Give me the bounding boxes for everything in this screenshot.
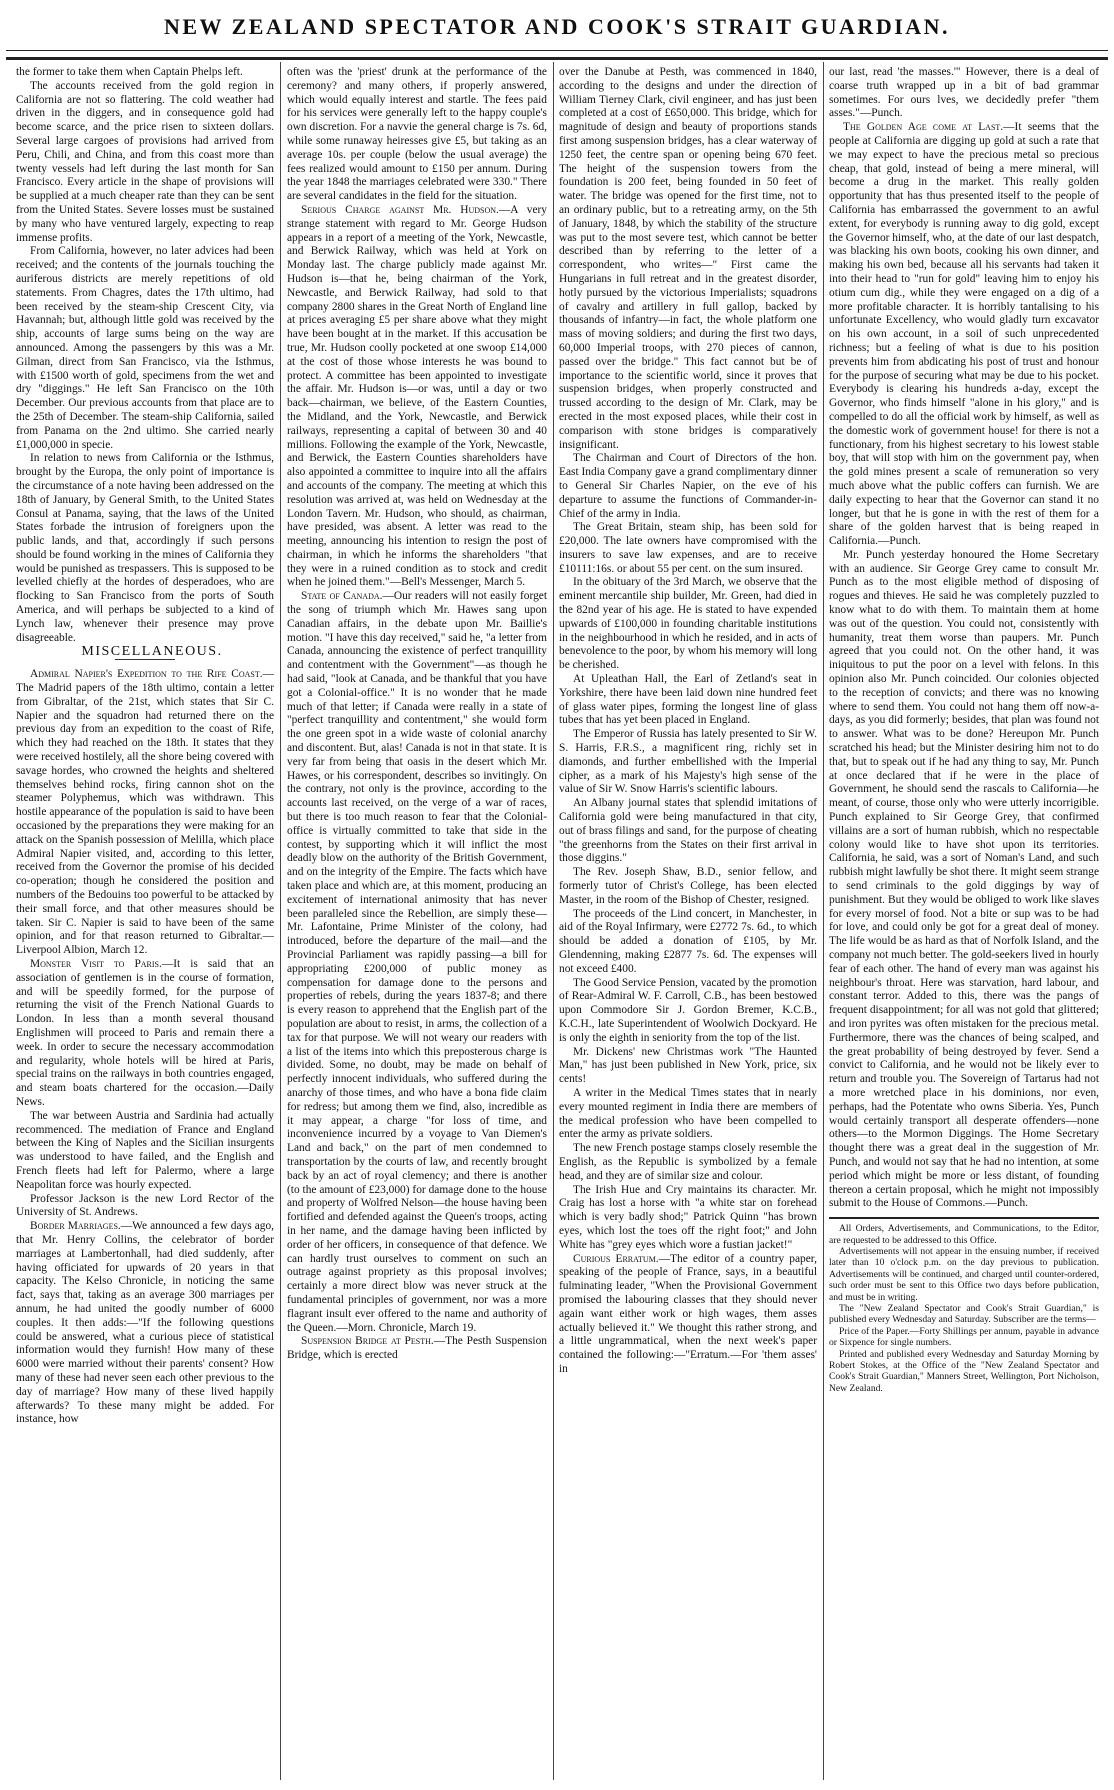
article-body: —The Pesth Suspension Bridge, which is erected [287,1335,547,1362]
article-heading: Suspension Bridge at Pesth. [301,1335,434,1348]
paragraph: In the obituary of the 3rd March, we observe that the eminent mercantile ship builder, Mr. Green, had died in the 82nd year of his age. He is stated to have expended upwards of £100,000 in founding charitable institutions in the neighbourhood in which he resided, and in acts of benevolence to the poor, by whom his memory will long be cherished. [559,576,817,672]
paragraph: From California, however, no later advices had been received; and the contents of the journals touching the auriferous districts are merely repetitions of old statements. From Chagres, dates the 17th ultimo, had been received by the steam-ship Crescent City, via Havannah; but, although little gold was received by the ship, accounts of large sums being on the way are announced. Among the passengers by this was a Mr. Gilman, direct from San Francisco, via the Isthmus, with £1500 worth of gold, specimens from the wet and dry "diggings." He left San Francisco on the 10th December. Our previous accounts from that place are to the 25th of December. The steam-ship California, sailed from Panama on the 2nd ultimo. She carried nearly £1,000,000 in specie. [16,245,274,451]
paragraph: In relation to news from California or the Isthmus, brought by the Europa, the only point of importance is the circumstance of a note having been addressed on the 18th of January, by General Smith, to the United States Consul at Panama, saying, that the laws of the United States forbade the intrusion of foreigners upon the public lands, and that, accordingly if such persons should be found working in the mines of California they would be punished as trespassers. This is supposed to be levelled chiefly at the hordes of desperadoes, who are flocking to San Francisco from the ports of South America, and will perhaps be subjected to a kind of Lynch law, whenever their presence may prove disagreeable. [16,452,274,644]
paragraph: The proceeds of the Lind concert, in Manchester, in aid of the Royal Infirmary, were £2772 7s. 6d., to which should be added a donation of £105, by Mr. Glendenning, making £2877 7s. 6d. The expenses will not exceed £400. [559,907,817,975]
article [287,590,547,1335]
paragraph: The war between Austria and Sardinia had actually recommenced. The mediation of France and England between the King of Naples and the Sicilian insurgents was understood to have failed, and the English and French fleets had left for Palermo, where a large Neapolitan force was hourly expected. [16,1109,274,1191]
paragraph: The Chairman and Court of Directors of the hon. East India Company gave a grand complimentary dinner to General Sir Charles Napier, on the eve of his departure to assume the functions of Commander-in-Chief of the army in India. [559,452,817,520]
paragraph: The Rev. Joseph Shaw, B.D., senior fellow, and formerly tutor of Christ's College, has been elected Master, in the room of the Bishop of Chester, resigned. [559,866,817,906]
column-4 [829,66,1099,1784]
notice-line: Price of the Paper.—Forty Shillings per annum, payable in advance or Sixpence for single numbers. [829,1325,1099,1349]
article-heading: Border Marriages. [30,1220,121,1233]
article-heading: Admiral Napier's Expedition to the Rife Coast. [30,668,263,681]
article [559,1253,817,1377]
publisher-notice [829,1223,1099,1394]
article-body: —The Madrid papers of the 18th ultimo, contain a letter from Gibraltar, of the 21st, which states that Sir C. Napier and the squadron had returned there on the previous day from an expedition to the coast of Rife, which they had reached on the 18th. It states that they were received hostilely, all the shore being covered with savage hordes, who crowned the heights and sheltered themselves behind rocks, firing cannon shot on the steamer Polyphemus, which was withdrawn. This hostile appearance of the population is said to have been occasioned by the preparations they were making for an attack on the Spanish possession of Melilla, which place Admiral Napier visited, and, according to this letter, received from the Governor the promise of his decided co-operation; though he considered the position and numbers of the Bedouins too powerful to be attacked by their small force, and that other measures should be taken. Sir C. Napier is said to have been of the same opinion, and for that reason returned to Gibraltar.—Liverpool Albion, March 12. [16,668,274,957]
article-body: —Our readers will not easily forget the song of triumph which Mr. Hawes sang upon Canadian affairs, in the debate upon Mr. Baillie's motion. "I have this day received," said he, "a letter from Canada, announcing the existence of perfect tranquillity and contentment with the Government"—as though he had said, "look at Canada, and be thankful that you have got a Colonial-office." It is no wonder that he made much of that letter; if Canada were really in a state of "perfect tranquillity and contentment," she would form the one green spot in a wide waste of colonial anarchy and discontent. But, alas! Canada is not in that state. It is very far from being that oasis in the desert which Mr. Hawes, or his correspondent, describes so invitingly. On the contrary, not only is the province, according to the accounts last received, on the verge of a war of races, but there is too much reason to fear that the Colonial-office is virtually committed to take that side in the contest, by supporting which it will inflict the most deadly blow on the authority of the British Government, and on the integrity of the Empire. The facts which have taken place and which are, at this moment, producing an excitement of international animosity that has never been paralleled since the Rebellion, are simply these—Mr. Lafontaine, Prime Minister of the colony, had introduced, before the departure of the mail—and the Provincial Parliament was rapidly passing—a bill for appropriating £200,000 of public money as compensation for damage done to the persons and properties of rebels, during the years 1837-8; and there is every reason to apprehend that the English part of the population are about to resist, in arms, the collection of a tax for that purpose. We will not weary our readers with a list of the items into which this preposterous charge is divided. Some, no doubt, may be made on behalf of perfectly innocent individuals, who suffered during the anarchy of those times, and who have a bona fide claim for redress; but among them we find, also, incredible as it may appear, a charge "for loss of time, and inconvenience incurred by a voyage to Van Diemen's Land and back," on the part of men condemned to transportation by the courts of law, and recently brought back by an act of royal clemency; and there is another (to the amount of £23,000) for damage done to the house and property of Wolfred Nelson—the house having been fortified and defended against the Queen's troops, acting in her name, and the damage having been inflicted by order of her officers, in consequence of that defence. We can hardly trust ourselves to comment on such an outrage against propriety as this proposal involves; certainly a more direct blow was never struck at the fundamental principles of government, nor was a more flagrant insult ever offered to the name and authority of the Queen.—Morn. Chronicle, March 19. [287,590,547,1334]
column-1 [16,66,274,1784]
paragraph: The Emperor of Russia has lately presented to Sir W. S. Harris, F.R.S., a magnificent ring, richly set in diamonds, and further embellished with the Imperial cipher, as a mark of his Majesty's high sense of the value of Sir W. Snow Harris's scientific labours. [559,728,817,796]
paragraph: over the Danube at Pesth, was commenced in 1840, according to the designs and under the direction of William Tierney Clark, civil engineer, and has just been completed at a cost of £650,000. This bridge, which for magnitude of design and beauty of proportions stands first among suspension bridges, has a clear waterway of 1250 feet, the centre span or opening being 670 feet. The height of the suspension towers from the foundation is 200 feet, being founded in 50 feet of water. The bridge was opened for the first time, not to an ordinary public, but to a retreating army, on the 5th of January, 1848, by which the stability of the structure was put to the most severe test, which cannot be better described than by referring to the letter of a correspondent, who writes—" First came the Hungarians in full retreat and in the greatest disorder, hotly pursued by the victorious Imperialists; squadrons of cavalry and artillery in full gallop, backed by thousands of infantry—in fact, the whole platform one mass of moving soldiers; and during the first two days, 60,000 Imperial troops, with 270 pieces of cannon, passed over the bridge." This fact cannot but be of importance to the scientific world, since it proves that suspension bridges, when properly constructed and trussed according to the design of Mr. Clark, may be erected in the most exposed places, while their cost in comparison with stone bridges is comparatively insignificant. [559,66,817,451]
article-body: —The editor of a country paper, speaking of the people of France, says, in a beautiful fulminating leader, "When the Provisional Government promised the labouring classes that they should never again want either work or high wages, them asses actually believed it." We thought this rather strong, and a little ungrammatical, when the next week's paper contained the following:—"Erratum.—For 'them asses' in [559,1252,817,1375]
article-heading: The Golden Age come at Last. [843,121,1004,134]
article [16,668,274,958]
article [829,121,1099,549]
paragraph: A writer in the Medical Times states that in nearly every mounted regiment in India there are members of the medical profession who have been compelled to enter the army as private soldiers. [559,1086,817,1141]
column-3 [559,66,817,1784]
paragraph: An Albany journal states that splendid imitations of California gold were being manufactured in that city, out of brass filings and sand, for the purpose of cheating "the greenhorns from the States on their first arrival in those diggins." [559,797,817,865]
notice-rule [829,1217,1099,1219]
paragraph: The Irish Hue and Cry maintains its character. Mr. Craig has lost a horse with "a white star on forehead which is very badly shod;" Patrick Quinn "has brown eyes, which lost the toes off the right foot;" and John White has "grey eyes which wore a fustian jacket!" [559,1183,817,1251]
paragraph: At Upleathan Hall, the Earl of Zetland's seat in Yorkshire, there have been laid down nine hundred feet of glass water pipes, forming the longest line of glass tubes that has yet been placed in England. [559,673,817,727]
paragraph: The Great Britain, steam ship, has been sold for £20,000. The late owners have compromised with the insurers to save law expenses, and are to receive £10111:16s. or about 55 per cent. on the sum insured. [559,521,817,575]
article-heading: State of Canada. [301,590,383,603]
paragraph: our last, read 'the masses.'" However, there is a deal of coarse truth wrapped up in a bit of bad grammar sometimes. For ours lves, we decidedly prefer "them asses."—Punch. [829,66,1099,120]
notice-line: Printed and published every Wednesday and Saturday Morning by Robert Stokes, at the Office of the "New Zealand Spectator and Cook's Strait Guardian," Manners Street, Wellington, Port Nicholson, New Zealand. [829,1348,1099,1394]
article-heading: Serious Charge against Mr. Hudson. [301,203,499,216]
section-rule [115,659,175,660]
column-2 [287,66,547,1784]
article-body: —A very strange statement with regard to Mr. George Hudson appears in a report of a meeting of the York, Newcastle, and Berwick Railway, which was held at York on Monday last. The charge publicly made against Mr. Hudson is—that he, being chairman of the York, Newcastle, and Berwick Railway, had sold to that company 2800 shares in the Great North of England line at prices averaging £5 per share above what they might have been bought at in the market. If this accusation be true, Mr. Hudson coolly pocketed at one swoop £14,000 at the cost of those whose interests he was bound to protect. A committee has been appointed to investigate the affair. Mr. Hudson is—or was, until a day or two back—chairman, we believe, of the Eastern Counties, the Midland, and the York, Newcastle, and Berwick railways, representing a capital of between 30 and 40 millions. Following the example of the York, Newcastle, and Berwick, the Eastern Counties shareholders have also appointed a committee to inquire into all the affairs and accounts of the company. The meeting at which this resolution was arrived at, was held on Wednesday at the London Tavern. Mr. Hudson, who should, as chairman, have presided, was absent. A letter was read to the meeting, announcing his intention to resign the post of chairman, in which he informs the shareholders "that they were in a ruined condition as to stock and credit when he joined them."—Bell's Messenger, March 5. [287,203,547,589]
masthead-rule [6,50,1108,60]
paragraph: Mr. Dickens' new Christmas work "The Haunted Man," has just been published in New York, price, six cents! [559,1045,817,1086]
paragraph: The new French postage stamps closely resemble the English, as the Republic is symbolized by a female head, and they are of similar size and colour. [559,1142,817,1182]
article [16,958,274,1110]
column-divider [280,62,281,1780]
article-heading: Curious Erratum. [573,1252,659,1265]
paragraph: Mr. Punch yesterday honoured the Home Secretary with an audience. Sir George Grey came to consult Mr. Punch as to the most eligible method of disposing of rogues and thieves. He said he was completely puzzled to know what to do with them. To maintain them at home was out of the question. You could not, consistently with humanity, treat them worse than paupers. Mr. Punch agreed that you could not. On the other hand, it was iniquitous to put the poor on a level with felons. In this opinion also Mr. Punch coincided. Our colonies objected to the reception of convicts; and there was no knowing where to send them. You could not hang them off now-a-days, as you did formerly; besides, that plan was found not to answer. What was to be done? Hereupon Mr. Punch scratched his head; but the Minister desiring him not to do that, but to speak out if he had any thing to say, Mr. Punch at once declared that if he were in the place of Government, he should send the rascals to California—he meant, of course, those only who were utterly incorrigible. Punch explained to Sir George Grey, that confirmed villains are a sort of human rubbish, which no respectable colony would like to have shot upon its territories. California, he said, was a sort of Noman's Land, and such rubbish might lawfully be shot there. It might seem strange to send criminals to the gold diggings by way of punishment. But they would be obliged to work like slaves for every morsel of food. Not a bite or sup was to be had for love, and could only be got for a great deal of money. The life would be as hard as that of Norfolk Island, and the company not much better. The gold-seekers lived in hourly fear of each other. The hand of every man was against his neighbour's throat. Here was starvation, hard labour, and constant terror. Added to this, there was the pangs of frequent disappointment; for all was not gold that glittered; and iron pyrites was often mistaken for the precious metal. Furthermore, there was the chances of being scalped, and the great probability of being destroyed by fever. Send a convict to California, and he would not be likely ever to return and trouble you. The Sovereign of Tartarus had not a more wretched place in his dominions, nor even, perhaps, had the Potentate who owns Siberia. Yes, Punch would certainly transport all desperate offenders—none others—to the Mormon Diggings. The Home Secretary thought there was a great deal in the suggestion of Mr. Punch, and would not say that he had no intention, at some period which might be more or less distant, of founding thereon a certain proposal, which he might not impossibly submit to the House of Commons.—Punch. [829,548,1099,1210]
column-divider [553,62,554,1780]
article [287,204,547,590]
paragraph: The Good Service Pension, vacated by the promotion of Rear-Admiral W. F. Carroll, C.B., has been bestowed upon Commodore Sir J. Gordon Bremer, K.C.B., K.C.H., late Superintendent of Woolwich Dockyard. He is only the eighth in seniority from the top of the list. [559,976,817,1044]
article [287,1335,547,1363]
paragraph: Professor Jackson is the new Lord Rector of the University of St. Andrews. [16,1192,274,1219]
notice-line: The "New Zealand Spectator and Cook's Strait Guardian," is published every Wednesday and Saturday. Subscriber are the terms— [829,1302,1099,1326]
notice-line: Advertisements will not appear in the ensuing number, if received later than 10 o'clock p.m. on the day previous to publication. Advertisements will be continued, and charged until counter-ordered, such order must be sent to this Office two days before publication, and must be in writing. [829,1245,1099,1303]
article [16,1220,274,1427]
paragraph: The accounts received from the gold region in California are not so flattering. The cold weather had driven in the diggers, and in consequence gold had become scarce, and the price risen to sixteen dollars. Several large cargoes of provisions had arrived from Peru, Chili, and China, and from this coast more than twenty vessels had left during the last month for San Francisco. Every article in the shape of provisions will be supplied at a much cheaper rate than they can be sent from the United States. Severe losses must be sustained by many who have ventured largely, expecting to reap immense profits. [16,79,274,244]
article-body: —We announced a few days ago, that Mr. Henry Collins, the celebrator of border marriages at Lambertonhall, had died suddenly, after having officiated for upwards of 20 years in that capacity. The Kelso Chronicle, in noticing the same fact, says that, taking as an average 300 marriages per annum, he had united the goodly number of 6000 couples. It then adds:—"If the following questions could be answered, what a curious piece of statistical information would they furnish! How many of these 6000 were married without their parents' consent? How many of these had never seen each other previous to the day of marriage? How many of these lived happily afterwards? To these many might be added. For instance, how [16,1220,274,1426]
notice-line: All Orders, Advertisements, and Communications, to the Editor, are requested to be addressed to this Office. [829,1223,1099,1246]
article-heading: Monster Visit to Paris. [30,958,162,970]
paragraph: the former to take them when Captain Phelps left. [16,66,243,78]
article-body: —It seems that the people at California are digging up gold at such a rate that we may expect to have the precious metal so precious cheap, that gold, instead of being a mere mineral, will become a drug in the market. This really golden opportunity that has thus presented itself to the people of California has embarrassed the government to an awful extent, for everybody is running away to dig gold, except the Governor himself, who, at the date of our last despatch, was blacking his own boots, cooking his own dinner, and making his own bed, because all his servants had taken it into their head to "run for gold" leaving him to enjoy his otium cum dig., while they were engaged on a dig of a more profitable character. It is horribly tantalising to his unfortunate Excellency, who would gladly turn excavator on his own account, in a soil of such unprecedented richness; but a feeling of what is due to his position prevents him from abdicating his post of trust and honour for the purpose of securing what may be due to his pocket. Everybody is clearing his hundreds a-day, except the Governor, who finds himself "alone in his glory," and is compelled to do all the official work by himself, as well as the domestic work of government house! for there is not a functionary, from his highest secretary to his lowest stable boy, that will stop with him on the government pay, when the gold mines present a scale of remuneration so very much above what the public coffers can furnish. We are daily expecting to hear that the Governor can stand it no longer, but that he is gone in with the rest of them for a share of the golden harvest that is being reaped in California.—Punch. [829,121,1099,548]
section-heading: MISCELLANEOUS. [81,644,223,660]
column-divider [823,62,824,1780]
paragraph: often was the 'priest' drunk at the performance of the ceremony? and many others, if properly answered, which would equally interest and startle. The fees paid for his services were generally left to the happy couple's own discretion. For a navvie the general charge is 7s. 6d, while some runaway heiresses give £5, but taking as an average 10s. per couple (below the usual average) the fees realized would amount to £150 per annum. During the year 1848 the marriages celebrated were 330." There are several candidates in the field for the situation. [287,66,547,203]
article-body: —It is said that an association of gentlemen is in the course of formation, and will be speedily formed, for the purpose of returning the visit of the French National Guards to London. In less than a month several thousand Englishmen will proceed to Paris and remain there a week. In order to secure the necessary accommodation and regularity, whole hotels will be hired at Paris, special trains on the railways in both countries engaged, and steam boats chartered for the occasion.—Daily News. [16,958,274,1108]
masthead-title: NEW ZEALAND SPECTATOR AND COOK'S STRAIT GUARDIAN. [163,14,951,39]
